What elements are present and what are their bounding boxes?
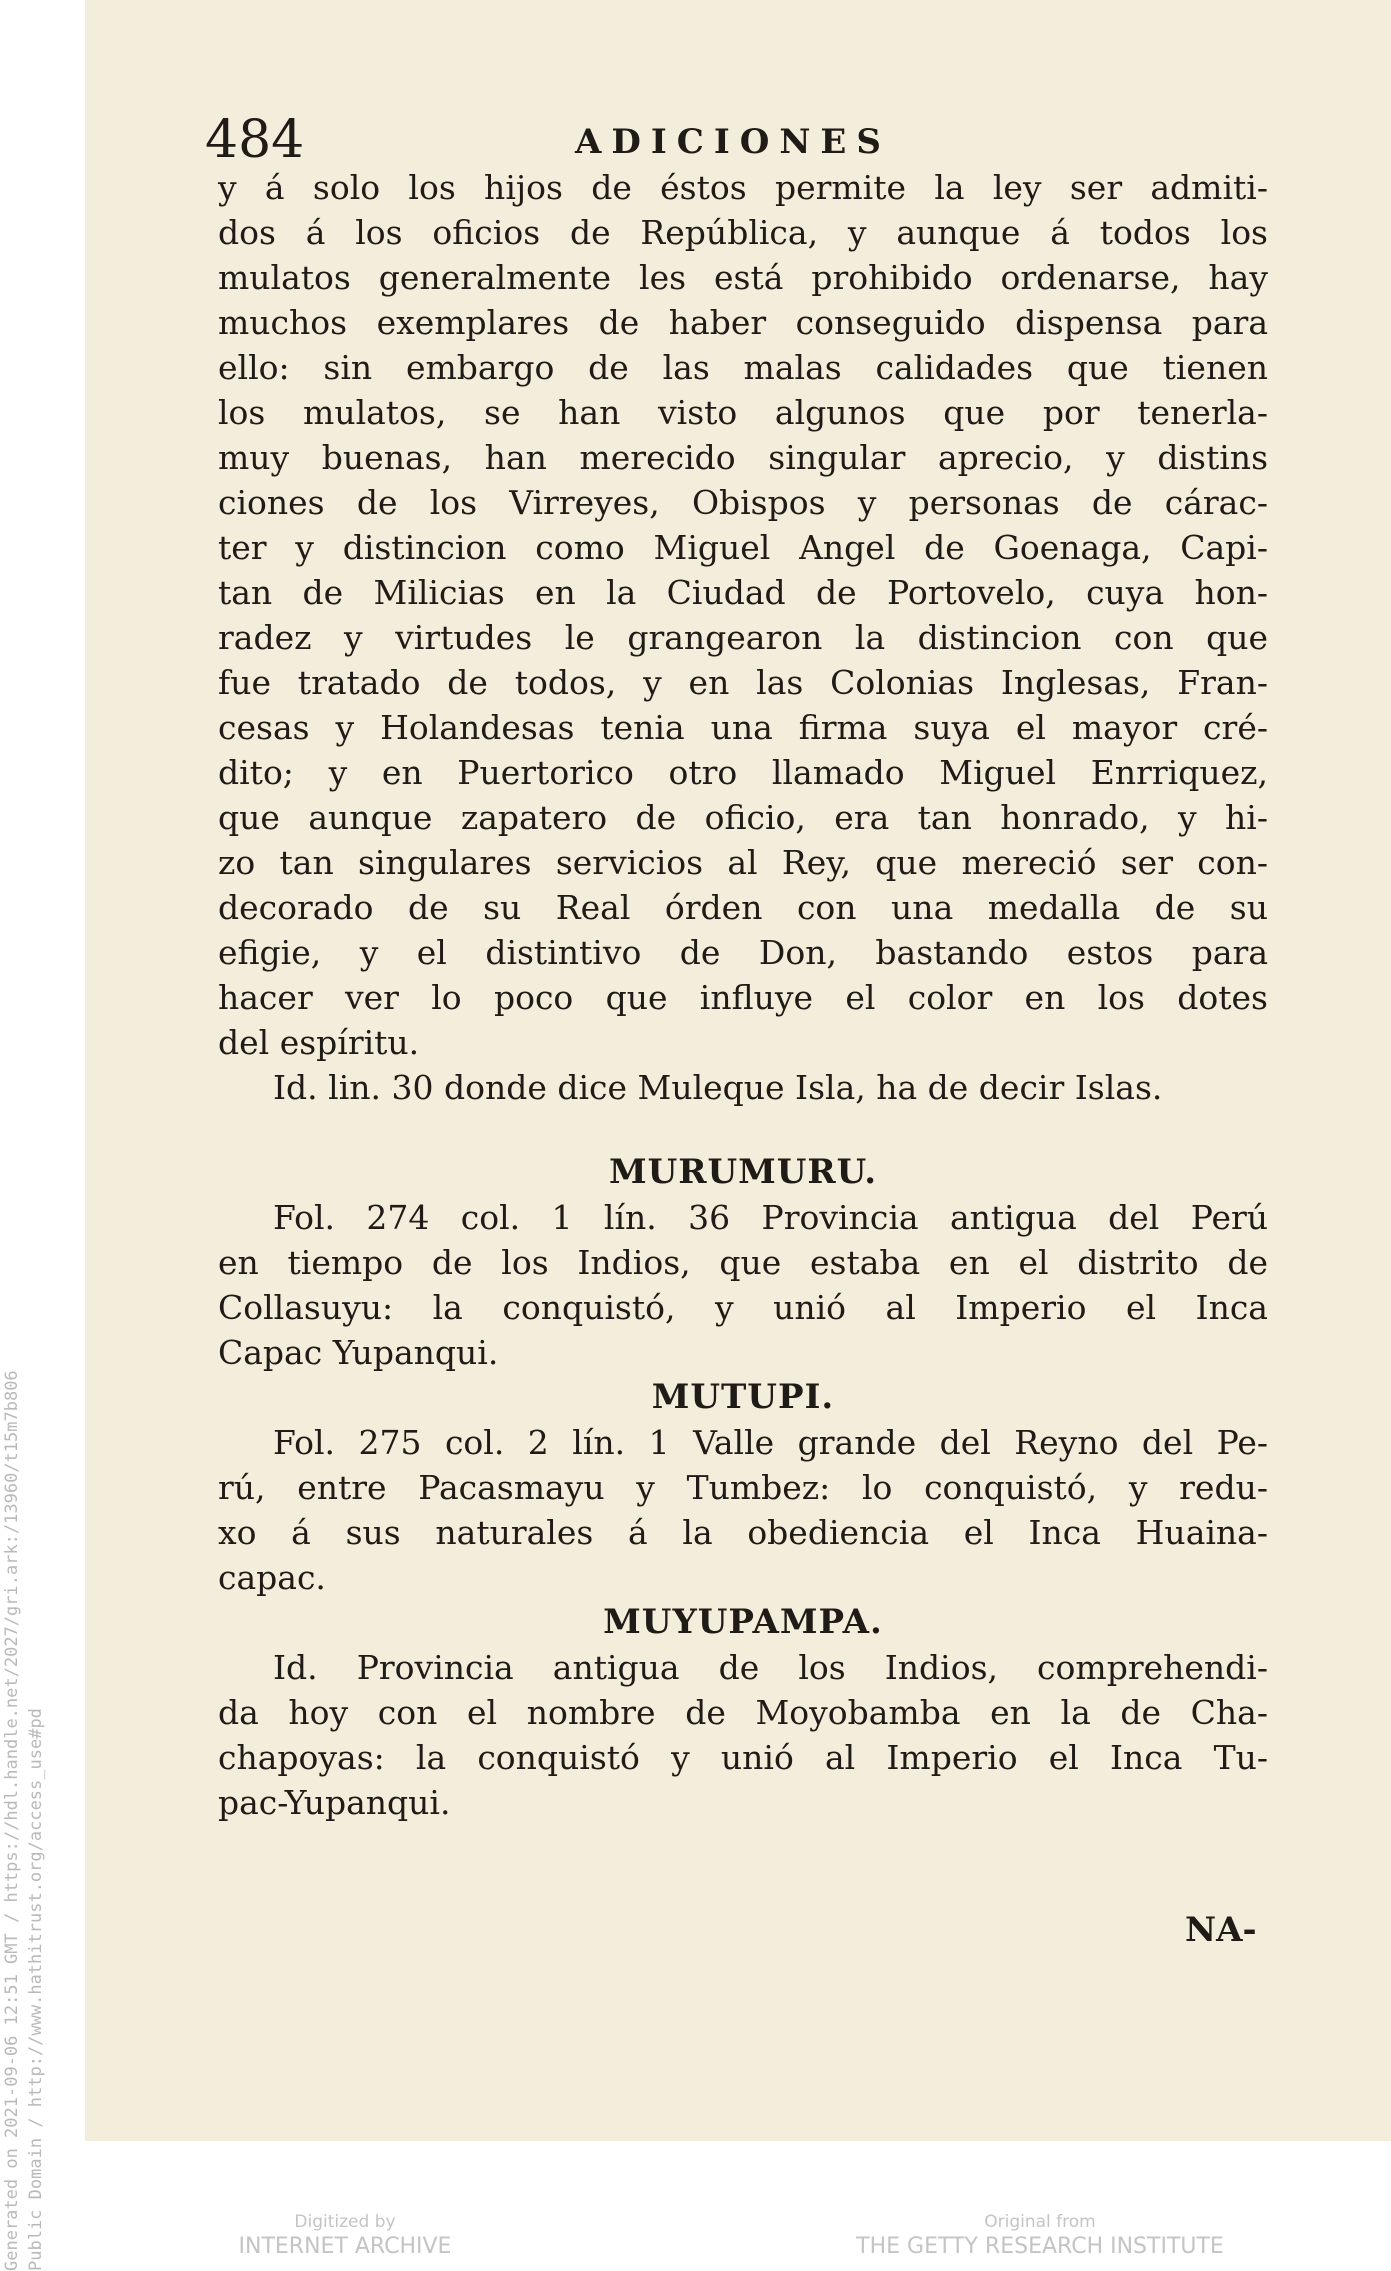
text-line: los mulatos, se han visto algunos que por tenerla- [218,393,1268,432]
text-line: tan de Milicias en la Ciudad de Portovelo, cuya hon- [218,573,1268,612]
entry-heading: MUYUPAMPA. [603,1602,883,1642]
text-line: y á solo los hijos de éstos permite la ley ser admiti- [218,168,1268,207]
text-line: efigie, y el distintivo de Don, bastando estos para [218,933,1268,972]
text-line: pac-Yupanqui. [218,1783,451,1822]
text-line: zo tan singulares servicios al Rey, que mereció ser con- [218,843,1268,882]
text-line: Fol. 275 col. 2 lín. 1 Valle grande del Reyno del Pe- [273,1423,1268,1462]
text-line: fue tratado de todos, y en las Colonias Inglesas, Fran- [218,663,1268,702]
text-line: mulatos generalmente les está prohibido ordenarse, hay [218,258,1268,297]
entry-muyupampa [218,1600,1268,1825]
text-line: decorado de su Real órden con una medalla de su [218,888,1268,927]
text-line: rú, entre Pacasmayu y Tumbez: lo conquistó, y redu- [218,1468,1268,1507]
entry-heading: MURUMURU. [608,1152,878,1192]
correction-line: Id. lin. 30 donde dice Muleque Isla, ha de decir Islas. [273,1068,1163,1107]
text-line: dos á los oficios de República, y aunque á todos los [218,213,1268,252]
stamp-line-2: Public Domain / http://www.hathitrust.org/access_use#pd [26,1708,46,2271]
text-line: dito; y en Puertorico otro llamado Miguel Enrriquez, [218,753,1268,792]
text-line: muy buenas, han merecido singular aprecio, y distins [218,438,1268,477]
entry-murumuru [218,1150,1268,1375]
text-line: ello: sin embargo de las malas calidades que tienen [218,348,1268,387]
text-line: Id. Provincia antigua de los Indios, comprehendi- [273,1648,1268,1687]
text-line: Collasuyu: la conquistó, y unió al Imperio el Inca [218,1288,1268,1327]
running-title: ADICIONES [575,122,891,162]
digitizer-caption: Digitized by [294,2212,396,2232]
digitizer-name: INTERNET ARCHIVE [238,2234,452,2259]
text-line: Capac Yupanqui. [218,1333,499,1372]
page-number: 484 [205,110,305,170]
text-line: que aunque zapatero de oficio, era tan honrado, y hi- [218,798,1268,837]
text-line: xo á sus naturales á la obediencia el Inca Huaina- [218,1513,1268,1552]
source-caption: Original from [984,2212,1096,2232]
access-stamp [0,0,60,2271]
paragraph-1 [218,165,1268,1065]
text-line: en tiempo de los Indios, que estaba en el distrito de [218,1243,1268,1282]
text-line: radez y virtudes le grangearon la distincion con que [218,618,1268,657]
catchword: NA- [1185,1910,1257,1950]
source-name: THE GETTY RESEARCH INSTITUTE [856,2234,1224,2259]
text-line: ciones de los Virreyes, Obispos y personas de cárac- [218,483,1268,522]
text-line: muchos exemplares de haber conseguido dispensa para [218,303,1268,342]
text-line: Fol. 274 col. 1 lín. 36 Provincia antigua del Perú [273,1198,1268,1237]
text-line: hacer ver lo poco que influye el color en los dotes [218,978,1268,1017]
page-body [218,165,1268,1825]
text-line: ter y distincion como Miguel Angel de Goenaga, Capi- [218,528,1268,567]
stamp-line-1: Generated on 2021-09-06 12:51 GMT / https://hdl.handle.net/2027/gri.ark:/13960/t15m7b806 [2,1370,22,2271]
source-credit [850,2210,1230,2260]
text-line: capac. [218,1558,326,1597]
text-line: da hoy con el nombre de Moyobamba en la de Cha- [218,1693,1268,1732]
text-line: cesas y Holandesas tenia una firma suya el mayor cré- [218,708,1268,747]
text-line: chapoyas: la conquistó y unió al Imperio el Inca Tu- [218,1738,1268,1777]
text-line: del espíritu. [218,1023,420,1062]
digitizer-credit [235,2210,455,2260]
entry-mutupi [218,1375,1268,1600]
page-header [205,110,1265,170]
entry-heading: MUTUPI. [651,1377,835,1417]
